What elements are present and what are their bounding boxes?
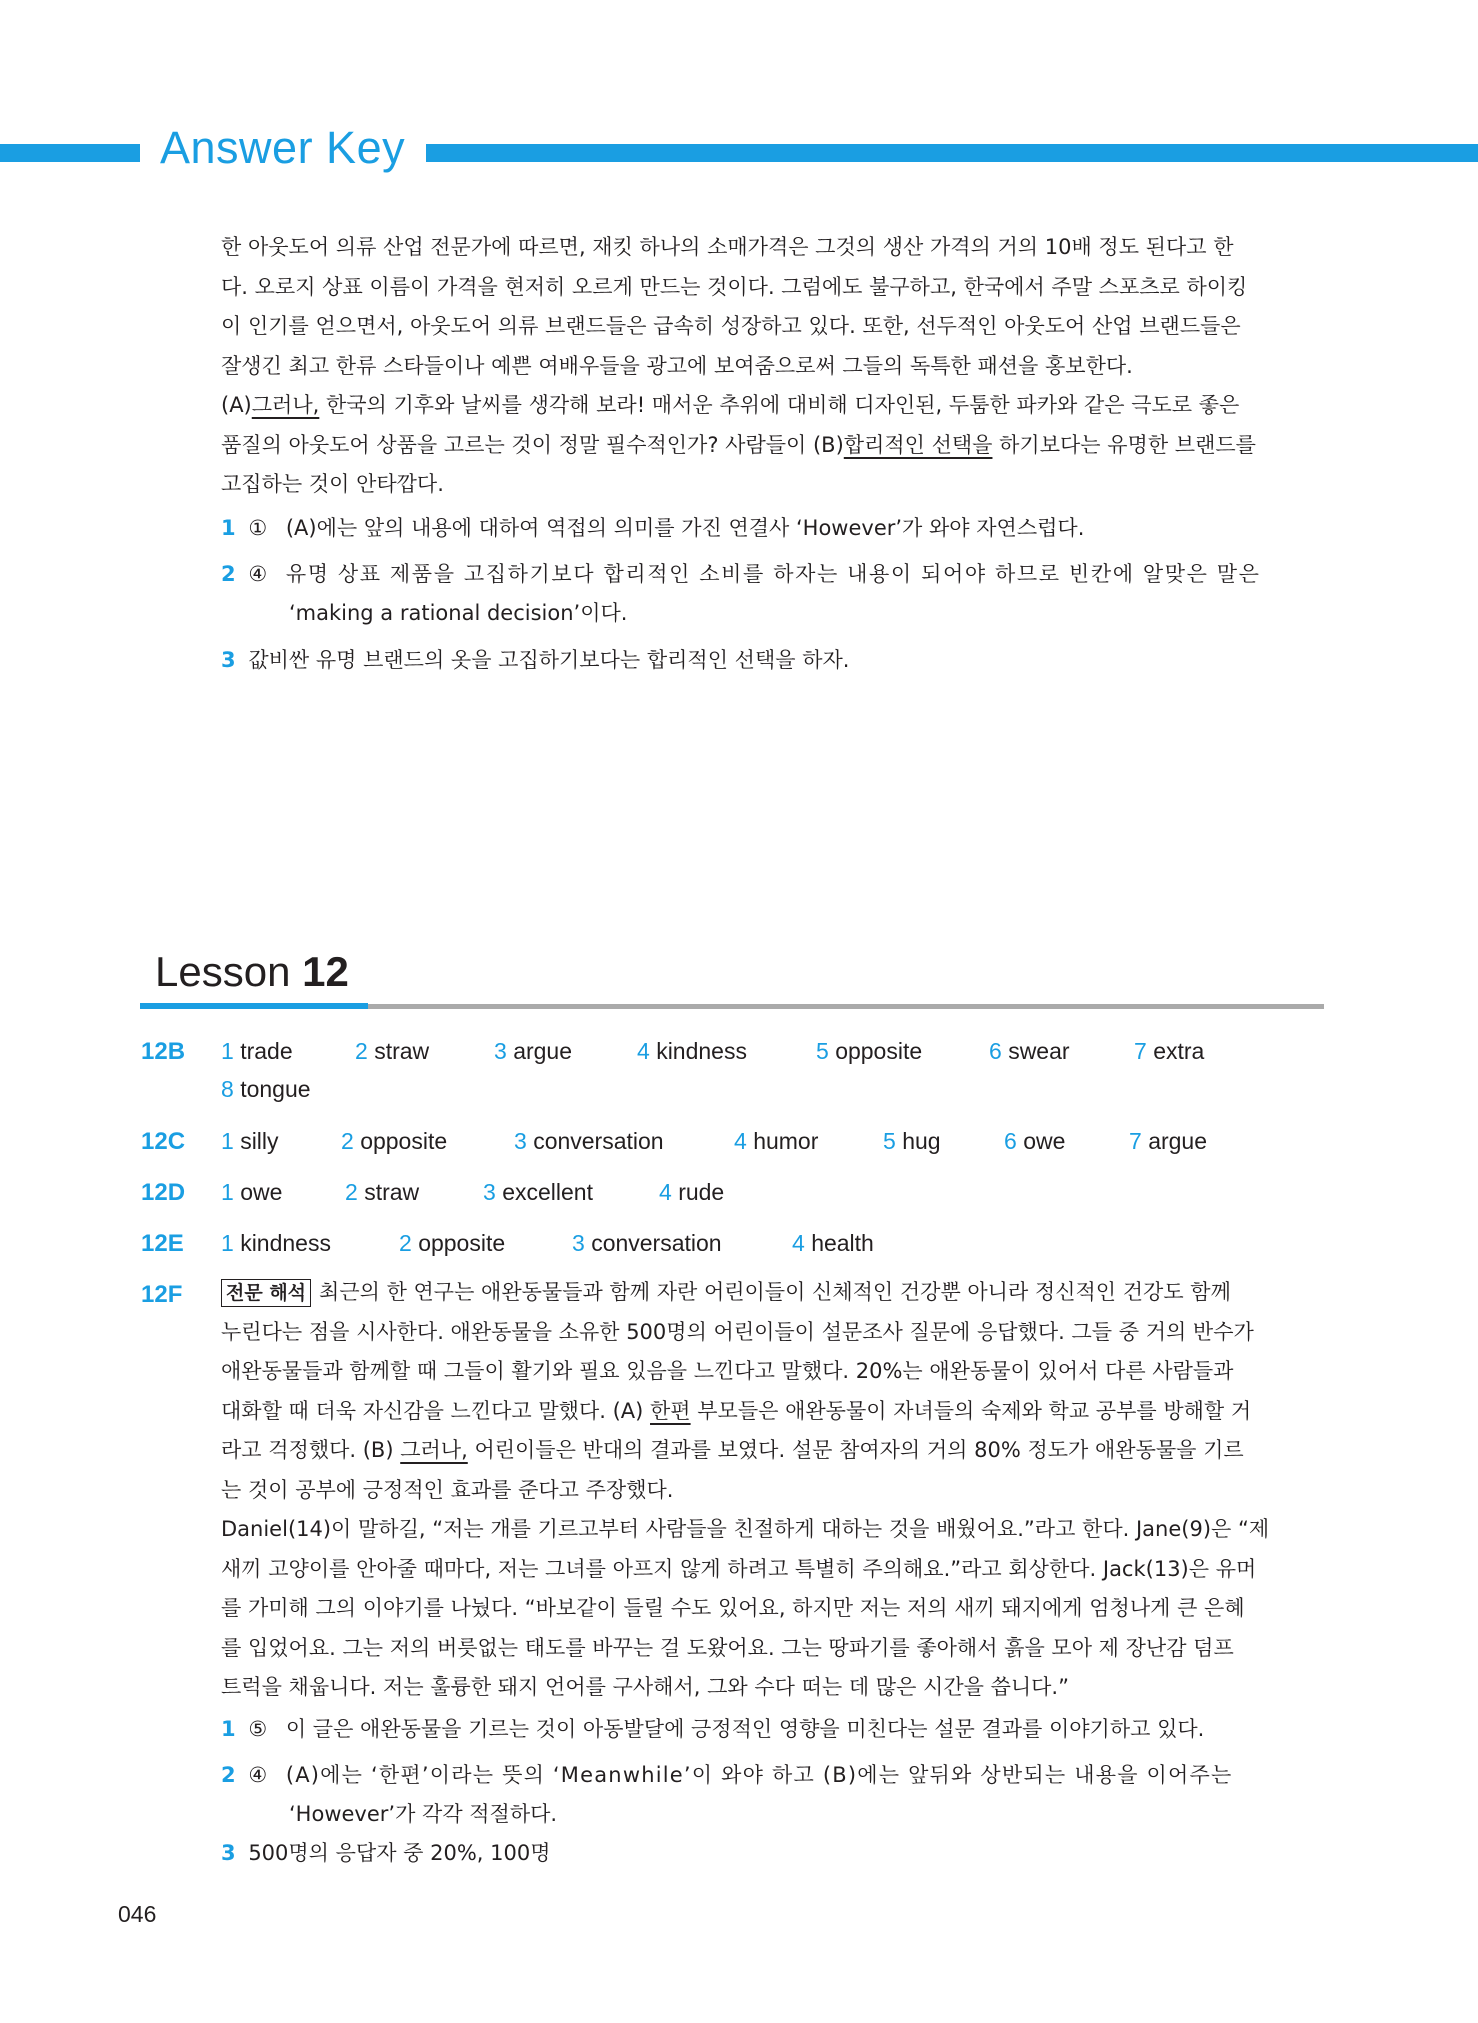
answer-2-continuation: ‘making a rational decision’이다. [289, 601, 628, 625]
passage-line: 잘생긴 최고 한류 스타들이나 예쁜 여배우들을 광고에 보여줌으로써 그들의 독특한 패션을 홍보한다. [221, 353, 1133, 378]
passage-line: 다. 오로지 상표 이름이 가격을 현저히 오르게 만드는 것이다. 그럼에도 불구하고, 한국에서 주말 스포츠로 하이킹 [221, 274, 1248, 299]
header-bar-left [0, 144, 140, 162]
section-label-12e: 12E [141, 1230, 184, 1257]
passage-line: 라고 걱정했다. (B) 그러나, 어린이들은 반대의 결과를 보였다. 설문 참여자의 거의 80% 정도가 애완동물을 기르 [221, 1438, 1244, 1462]
answer-item: 3 conversation [572, 1230, 722, 1256]
answer-2: 2 ④ 유명 상표 제품을 고집하기보다 합리적인 소비를 하자는 내용이 되어야 하므로 빈칸에 알맞은 말은 [221, 562, 1261, 586]
section-label-12c: 12C [141, 1128, 186, 1155]
passage-line: (A)그러나, 한국의 기후와 날씨를 생각해 보라! 매서운 추위에 대비해 디자인된, 두툼한 파카와 같은 극도로 좋은 [221, 393, 1240, 417]
answer-item: 1 owe [221, 1179, 283, 1205]
answer-item: 2 opposite [399, 1230, 506, 1256]
answer-item: 6 swear [989, 1038, 1070, 1064]
full-translation-badge: 전문 해석 [221, 1279, 311, 1307]
answer-12f-2: 2 ④ (A)에는 ‘한편’이라는 뜻의 ‘Meanwhile’이 와야 하고 (B)에는 앞뒤와 상반되는 내용을 이어주는 [221, 1763, 1233, 1787]
answer-item: 5 hug [883, 1128, 941, 1154]
answer-item: 1 silly [221, 1128, 279, 1154]
answer-item: 1 kindness [221, 1230, 331, 1256]
passage-line: 는 것이 공부에 긍정적인 효과를 준다고 주장했다. [221, 1477, 674, 1502]
passage-line: 고집하는 것이 안타깝다. [221, 472, 444, 496]
answer-12f-3: 3 500명의 응답자 중 20%, 100명 [221, 1841, 551, 1865]
answer-12f-1: 1 ⑤ 이 글은 애완동물을 기르는 것이 아동발달에 긍정적인 영향을 미친다는 설문 결과를 이야기하고 있다. [221, 1717, 1205, 1741]
answer-item: 4 health [792, 1230, 874, 1256]
answer-3: 3 값비싼 유명 브랜드의 옷을 고집하기보다는 합리적인 선택을 하자. [221, 648, 850, 672]
passage-line: 를 입었어요. 그는 저의 버릇없는 태도를 바꾸는 걸 도왔어요. 그는 땅파기를 좋아해서 흙을 모아 제 장난감 덤프 [221, 1635, 1234, 1660]
lesson-underline-accent [140, 1003, 368, 1009]
answer-item: 5 opposite [816, 1038, 923, 1064]
section-label-12d: 12D [141, 1179, 186, 1206]
passage-line: 대화할 때 더욱 자신감을 느낀다고 말했다. (A) 한편 부모들은 애완동물이 자녀들의 숙제와 학교 공부를 방해할 거 [221, 1398, 1252, 1423]
answer-item: 2 straw [345, 1179, 420, 1205]
passage-line: 를 가미해 그의 이야기를 나눴다. “바보같이 들릴 수도 있어요, 하지만 저는 저의 새끼 돼지에게 엄청나게 큰 은혜 [221, 1596, 1245, 1620]
answer-item: 6 owe [1004, 1128, 1066, 1154]
answer-item: 4 humor [734, 1128, 819, 1154]
passage-line: Daniel(14)이 말하길, “저는 개를 기르고부터 사람들을 친절하게 대하는 것을 배웠어요.”라고 한다. Jane(9)은 “제 [221, 1517, 1270, 1541]
answer-item: 3 excellent [483, 1179, 593, 1205]
answer-item: 3 conversation [514, 1128, 664, 1154]
passage-line: 새끼 고양이를 안아줄 때마다, 저는 그녀를 아프지 않게 하려고 특별히 주의해요.”라고 회상한다. Jack(13)은 유머 [221, 1556, 1257, 1581]
passage-line: 누린다는 점을 시사한다. 애완동물을 소유한 500명의 어린이들이 설문조사 질문에 응답했다. 그들 중 거의 반수가 [221, 1319, 1254, 1344]
answer-item: 8 tongue [221, 1076, 311, 1102]
section-label-12b: 12B [141, 1038, 186, 1065]
answer-item: 3 argue [494, 1038, 573, 1064]
passage-line: 품질의 아웃도어 상품을 고르는 것이 정말 필수적인가? 사람들이 (B)합리적인 선택을 하기보다는 유명한 브랜드를 [221, 432, 1256, 457]
passage-line: 한 아웃도어 의류 산업 전문가에 따르면, 재킷 하나의 소매가격은 그것의 생산 가격의 거의 10배 정도 된다고 한 [221, 235, 1234, 259]
answer-item: 4 rude [659, 1179, 725, 1205]
section-label-12f: 12F [141, 1281, 183, 1308]
answer-1: 1 ① (A)에는 앞의 내용에 대하여 역접의 의미를 가진 연결사 ‘However’가 와야 자연스럽다. [221, 516, 1085, 540]
answer-item: 1 trade [221, 1038, 293, 1064]
page-number: 046 [118, 1901, 157, 1927]
header-bar-right [426, 144, 1478, 162]
lesson-underline [368, 1004, 1324, 1009]
page-title: Answer Key [160, 122, 406, 173]
passage-line: 이 인기를 얻으면서, 아웃도어 의류 브랜드들은 급속히 성장하고 있다. 또한, 선두적인 아웃도어 산업 브랜드들은 [221, 314, 1241, 338]
passage-12f [221, 1273, 1323, 1708]
answer-12f-2-continuation: ‘However’가 각각 적절하다. [289, 1802, 558, 1826]
passage-line: 애완동물들과 함께할 때 그들이 활기와 필요 있음을 느낀다고 말했다. 20%는 애완동물이 있어서 다른 사람들과 [221, 1359, 1234, 1383]
lesson-title: Lesson 12 [155, 948, 349, 995]
passage-1 [221, 228, 1323, 505]
passage-line: 전문 해석 최근의 한 연구는 애완동물들과 함께 자란 어린이들이 신체적인 건강뿐 아니라 정신적인 건강도 함께 [221, 1273, 1323, 1313]
answer-item: 2 straw [355, 1038, 430, 1064]
answer-item: 7 extra [1134, 1038, 1205, 1064]
answer-item: 2 opposite [341, 1128, 448, 1154]
answer-item: 7 argue [1129, 1128, 1208, 1154]
passage-line: 트럭을 채웁니다. 저는 훌륭한 돼지 언어를 구사해서, 그와 수다 떠는 데 많은 시간을 씁니다.” [221, 1675, 1069, 1699]
answer-item: 4 kindness [637, 1038, 747, 1064]
